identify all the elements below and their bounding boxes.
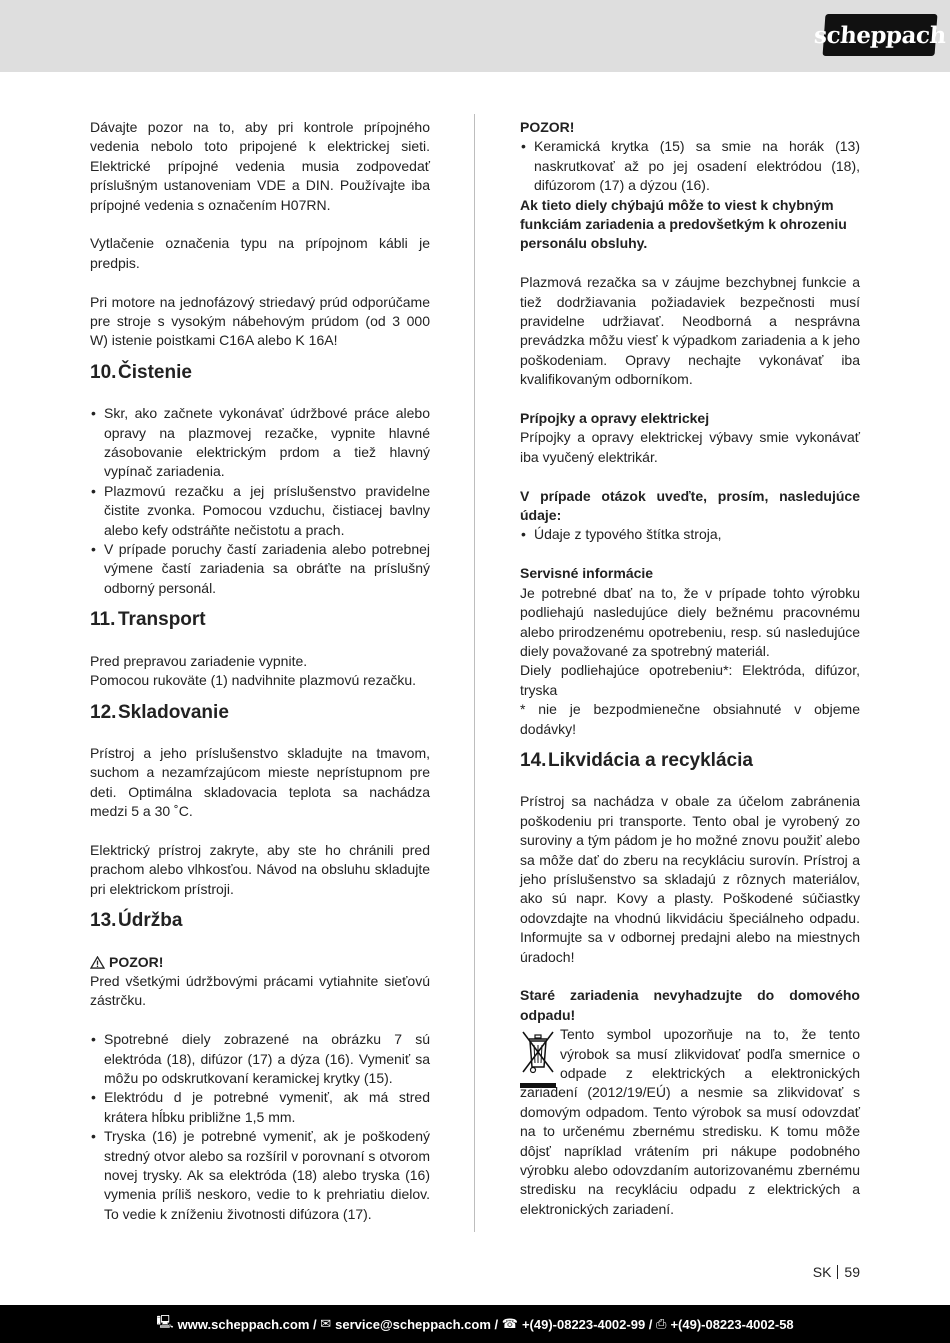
section-heading-14: 14. Likvidácia a recyklácia bbox=[520, 749, 753, 771]
paragraph: Prístroj sa nachádza v obale za účelom zabránenia poškodeniu pri transporte. Tento obal je vyrobený zo suroviny a tým pádom je ho možné znovu použiť alebo sa môže dať do zberu na recykláciu surovín. Prístroj a jeho príslušenstvo sa skladajú z rôznych materiálov, ako sú napr. Kovy a plasty. Poškodené súčiastky odovzdajte na vhodnú likvidáciu špeciálneho odpadu. Informujte sa v odbornej predajni alebo na miestnych úradoch! bbox=[520, 793, 860, 965]
phone-icon: ☎ bbox=[501, 1316, 518, 1331]
bullet-list bbox=[90, 404, 430, 598]
paragraph: Pred všetkými údržbovými prácami vytiahnite sieťovú zástrčku. bbox=[90, 972, 430, 1009]
list-item: • Skr, ako začnete vykonávať údržbové práce alebo opravy na plazmovej rezačke, vypnite hlavné zásobovanie elektrickým prdom a tiež hlavný vypínač zariadenia. bbox=[90, 404, 430, 482]
footer-phone: +(49)-08223-4002-99 / bbox=[521, 1316, 653, 1332]
paragraph: Pri motore na jednofázový striedavý prúd odporúčame pre stroje s vysokým nábehovým prúdom (od 3 000 W) istenie poistkami C16A alebo K 16A! bbox=[90, 293, 430, 349]
paragraph: Pred prepravou zariadenie vypnite. bbox=[90, 652, 308, 669]
section-heading-10: 10. Čistenie bbox=[90, 361, 192, 383]
computer-icon: 🖳 bbox=[156, 1314, 174, 1329]
warning-heading: POZOR! bbox=[520, 119, 575, 135]
list-item: • Elektródu d je potrebné vymeniť, ak má stred krátera hĺbku približne 1,5 mm. bbox=[90, 1088, 430, 1127]
paragraph: Diely podliehajúce opotrebeniu*: Elektróda, difúzor, tryska bbox=[520, 662, 860, 698]
footer-mail[interactable]: service@scheppach.com / bbox=[335, 1316, 499, 1332]
warning-text: Ak tieto diely chýbajú môže to viest k chybným funkciám zariadenia a predovšetkým k ohrozeniu personálu obsluhy. bbox=[520, 196, 847, 252]
paragraph: Pomocou rukoväte (1) nadvihnite plazmovú rezačku. bbox=[90, 672, 417, 689]
list-item: • Údaje z typového štítka stroja, bbox=[520, 525, 860, 544]
page-number: SK 59 bbox=[812, 1264, 860, 1280]
paragraph: Prístroj a jeho príslušenstvo skladujte na tmavom, suchom a nezamŕzajúcom mieste neprístupnom pre deti. Optimálna skladovacia teplota sa nachádza medzi 5 a 30 ˚C. bbox=[90, 744, 430, 820]
footer-fax: +(49)-08223-4002-58 bbox=[670, 1316, 794, 1332]
warning-triangle-icon bbox=[90, 956, 105, 969]
left-column bbox=[90, 118, 430, 1224]
subheading: Servisné informácie bbox=[520, 565, 654, 582]
section-heading-12: 12. Skladovanie bbox=[90, 701, 229, 723]
footer-web[interactable]: www.scheppach.com / bbox=[177, 1316, 317, 1332]
subheading: Staré zariadenia nevyhadzujte do domového odpadu! bbox=[520, 987, 860, 1023]
paragraph: Vytlačenie označenia typu na prípojnom kábli je predpis. bbox=[90, 235, 430, 271]
section-heading-13: 13. Údržba bbox=[90, 910, 183, 932]
footer-bar bbox=[0, 1305, 950, 1343]
bullet-list bbox=[90, 1030, 430, 1224]
subheading: Prípojky a opravy elektrickej bbox=[520, 410, 710, 427]
paragraph: * nie je bezpodmienečne obsiahnuté v objeme dodávky! bbox=[520, 701, 860, 737]
section-heading-11: 11. Transport bbox=[90, 609, 206, 631]
list-item: • Keramická krytka (15) sa smie na horák (13) naskrutkovať až po jej osadení elektródou (18), difúzorom (17) a dýzou (16). bbox=[520, 137, 860, 195]
paragraph: Dávajte pozor na to, aby pri kontrole prípojného vedenia nebolo toto pripojené k elektrickej sieti. Elektrické prípojné vedenia musia zodpovedať príslušným ustanoveniam VDE a DIN. Používajte iba prípojné vedenia s označením H07RN. bbox=[90, 119, 430, 213]
paragraph: Plazmová rezačka sa v záujme bezchybnej funkcie a tiež dodržiavania požiadaviek bezpečnosti musí pravidelne udržiavať. Neodborná a nesprávna prevádzka môžu viesť k výpadkom zariadenia a k jeho poškodeniam. Opravy nechajte vykonávať iba kvalifikovaným odborníkom. bbox=[520, 274, 860, 388]
list-item: • Plazmovú rezačku a jej príslušenstvo pravidelne čistite zvonka. Pomocou vzduchu, čistiacej bavlny alebo kefy odstráňte nečistotu a prach. bbox=[90, 482, 430, 540]
brand-logo: scheppach bbox=[823, 14, 938, 56]
bullet-list bbox=[520, 137, 860, 195]
weee-block bbox=[520, 1025, 860, 1219]
subheading: V prípade otázok uveďte, prosím, nasledujúce údaje: bbox=[520, 487, 860, 524]
mail-icon: ✉ bbox=[320, 1316, 332, 1331]
list-item: • V prípade poruchy častí zariadenia alebo potrebnej výmene častí zariadenia sa obráťte na príslušný odborný personál. bbox=[90, 540, 430, 598]
fax-icon: ⎙ bbox=[656, 1316, 667, 1331]
bullet-list bbox=[520, 525, 860, 544]
crossed-bin-icon bbox=[520, 1029, 556, 1083]
column-divider bbox=[474, 114, 475, 1232]
list-item: • Tryska (16) je potrebné vymeniť, ak je poškodený stredný otvor alebo sa rozšíril v porovnaní s otvorom novej trysky. Ak sa elektróda (18) alebo tryska (16) vymenia príliš neskoro, vedie to k prehriatiu dielov. To vedie k zníženiu životnosti difúzora (17). bbox=[90, 1127, 430, 1224]
paragraph: Elektrický prístroj zakryte, aby ste ho chránili pred prachom alebo vlhkosťou. Návod na obsluhu skladujte pri elektrickom prístroji. bbox=[90, 841, 430, 897]
list-item: • Spotrebné diely zobrazené na obrázku 7 sú elektróda (18), difúzor (17) a dýza (16). Vymeniť sa môžu po odskrutkovaní keramickej krytky (15). bbox=[90, 1030, 430, 1088]
header-bar bbox=[0, 0, 950, 72]
paragraph: Je potrebné dbať na to, že v prípade tohto výrobku podliehajú nasledujúce diely bežnému pracovnému alebo prirodzenému opotrebeniu, resp. sú nasledujúce diely považované za spotrebný materiál. bbox=[520, 584, 860, 659]
paragraph: Prípojky a opravy elektrickej výbavy smie vykonávať iba vyučený elektrikár. bbox=[520, 429, 860, 465]
warning-label: POZOR! bbox=[90, 953, 430, 972]
right-column bbox=[520, 118, 860, 1219]
paragraph: Tento symbol upozorňuje na to, že tento výrobok sa musí zlikvidovať podľa smernice o odpade z elektrických a elektronických zariadení (2012/19/EÚ) a nesmie sa zlikvidovať s domovým odpadom. Tento výrobok sa musí odovzdať na to určenému zbernému stredisku. K tomu môže dôjsť napríklad vrátením pri nákupe podobného výrobku alebo odovzdaním autorizovanému zbernému stredisku na recykláciu odpadu z elektrických a elektronických zariadení. bbox=[520, 1026, 860, 1217]
